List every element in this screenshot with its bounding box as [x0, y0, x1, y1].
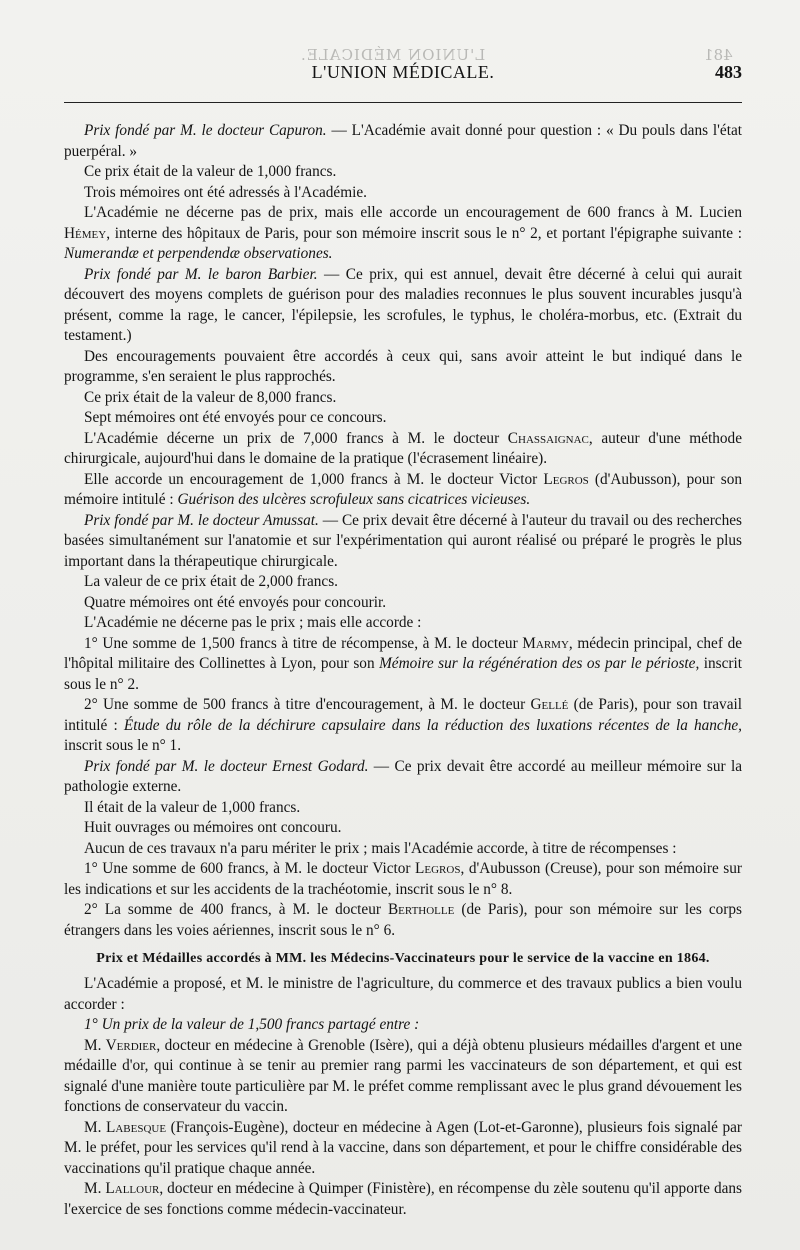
paragraph-amussat: Prix fondé par M. le docteur Amussat. — Ce prix devait être décerné à l'auteur du travail ou des recherches basées simultanément sur l'anatomie et sur l'expérimentation qui auront réalisé ou préparé le progrès le plus important dans la thérapeutique chirurgicale. [64, 511, 742, 570]
article-body [64, 121, 742, 941]
paragraph-amussat-award-1: 1° Une somme de 1,500 francs à titre de récompense, à M. le docteur Marmy, médecin principal, chef de l'hôpital militaire des Collinettes à Lyon, pour son Mémoire sur la régénération des os par le périoste, inscrit sous le n° 2. [64, 634, 743, 693]
paragraph-godard-count: Huit ouvrages ou mémoires ont concouru. [84, 819, 342, 836]
paragraph-capuron-award: L'Académie ne décerne pas de prix, mais elle accorde un encouragement de 600 francs à M. Lucien Hémey, interne des hôpitaux de Paris, pour son mémoire inscrit sous le n° 2, et portant l'épigraphe suivante : Numerandæ et perpendendæ observationes. [64, 204, 742, 262]
paragraph-capuron-count: Trois mémoires ont été adressés à l'Académie. [84, 183, 367, 201]
paragraph-amussat-award-2: 2° Une somme de 500 francs à titre d'encouragement, à M. le docteur Gellé (de Paris), pour son travail intitulé : Étude du rôle de la déchirure capsulaire dans la réduction des luxations récentes de la hanche, inscrit sous le n° 1. [64, 696, 742, 754]
section-heading-vaccine: Prix et Médailles accordés à MM. les Médecins-Vaccinateurs pour le service de la vaccine en 1864. [96, 951, 710, 966]
paragraph-barbier-encouragements: Des encouragements pouvaient être accordés à ceux qui, sans avoir atteint le but indiqué dans le programme, s'en seraient le plus rapprochés. [64, 347, 742, 385]
paragraph-godard-value: Il était de la valeur de 1,000 francs. [84, 798, 301, 816]
bleed-through-title: L'UNION MÉDICALE. [300, 46, 486, 64]
page-number: 483 [715, 62, 742, 82]
vaccine-section-body [64, 974, 742, 1220]
paragraph-vaccine-lallour: M. Lallour, docteur en médecine à Quimper (Finistère), en récompense du zèle soutenu qu'il apporte dans l'exercice de ses fonctions comme médecin-vaccinateur. [64, 1180, 742, 1218]
bleed-through-number: 481 [704, 46, 733, 64]
paragraph-vaccine-prize: 1° Un prix de la valeur de 1,500 francs partagé entre : [84, 1016, 420, 1033]
paragraph-godard-award-1: 1° Une somme de 600 francs, à M. le docteur Victor Legros, d'Aubusson (Creuse), pour son mémoire sur les indications et sur les accidents de la trachéotomie, inscrit sous le n° 8. [64, 860, 742, 898]
paragraph-barbier: Prix fondé par M. le baron Barbier. — Ce prix, qui est annuel, devait être décerné à celui qui aurait découvert des moyens complets de guérison pour des maladies reconnues le plus souvent incurables jusqu'à présent, comme la rage, le cancer, l'épilepsie, les scrofules, le typhus, le choléra-morbus, etc. (Extrait du testament.) [64, 265, 742, 344]
paragraph-godard-award-2: 2° La somme de 400 francs, à M. le docteur Bertholle (de Paris), pour son mémoire sur les corps étrangers dans les voies aériennes, inscrit sous le n° 6. [64, 901, 743, 939]
paragraph-vaccine-verdier: M. Verdier, docteur en médecine à Grenoble (Isère), qui a déjà obtenu plusieurs médailles d'argent et une médaille d'or, qui continue à se tenir au premier rang parmi les vaccinateurs de son département, et qui est signalé d'une manière toute particulière par M. le préfet comme remplissant avec le plus grand dévouement les fonctions de conservateur du vaccin. [64, 1036, 742, 1115]
paragraph-barbier-prize: L'Académie décerne un prix de 7,000 francs à M. le docteur Chassaignac, auteur d'une méthode chirurgicale, aujourd'hui dans le domaine de la pratique (l'écrasement linéaire). [64, 429, 742, 467]
paragraph-amussat-value: La valeur de ce prix était de 2,000 francs. [84, 573, 338, 590]
paragraph-capuron: Prix fondé par M. le docteur Capuron. — L'Académie avait donné pour question : « Du pouls dans l'état puerpéral. » [64, 122, 742, 160]
paragraph-barbier-value: Ce prix était de la valeur de 8,000 francs. [84, 388, 337, 406]
paragraph-amussat-decision: L'Académie ne décerne pas le prix ; mais elle accorde : [84, 614, 422, 631]
paragraph-vaccine-intro: L'Académie a proposé, et M. le ministre de l'agriculture, du commerce et des travaux publics a bien voulu accorder : [64, 975, 742, 1013]
paragraph-godard: Prix fondé par M. le docteur Ernest Godard. — Ce prix devait être accordé au meilleur mémoire sur la pathologie externe. [64, 757, 742, 795]
paragraph-godard-decision: Aucun de ces travaux n'a paru mériter le prix ; mais l'Académie accorde, à titre de récompenses : [84, 839, 677, 857]
paragraph-barbier-encouragement: Elle accorde un encouragement de 1,000 francs à M. le docteur Victor Legros (d'Aubusson), pour son mémoire intitulé : Guérison des ulcères scrofuleux sans cicatrices vicieuses. [64, 470, 742, 508]
paragraph-capuron-value: Ce prix était de la valeur de 1,000 francs. [84, 163, 337, 180]
journal-title: L'UNION MÉDICALE. [311, 62, 495, 82]
paragraph-vaccine-labesque: M. Labesque (François-Eugène), docteur en médecine à Agen (Lot-et-Garonne), plusieurs fois signalé par M. le préfet, pour les services qu'il rend à la vaccine, dans son département, et pour le chiffre considérable des vaccinations qu'il pratique chaque année. [64, 1118, 742, 1177]
running-header [64, 0, 742, 103]
paragraph-barbier-count: Sept mémoires ont été envoyés pour ce concours. [84, 409, 387, 426]
paragraph-amussat-count: Quatre mémoires ont été envoyés pour concourir. [84, 593, 387, 611]
